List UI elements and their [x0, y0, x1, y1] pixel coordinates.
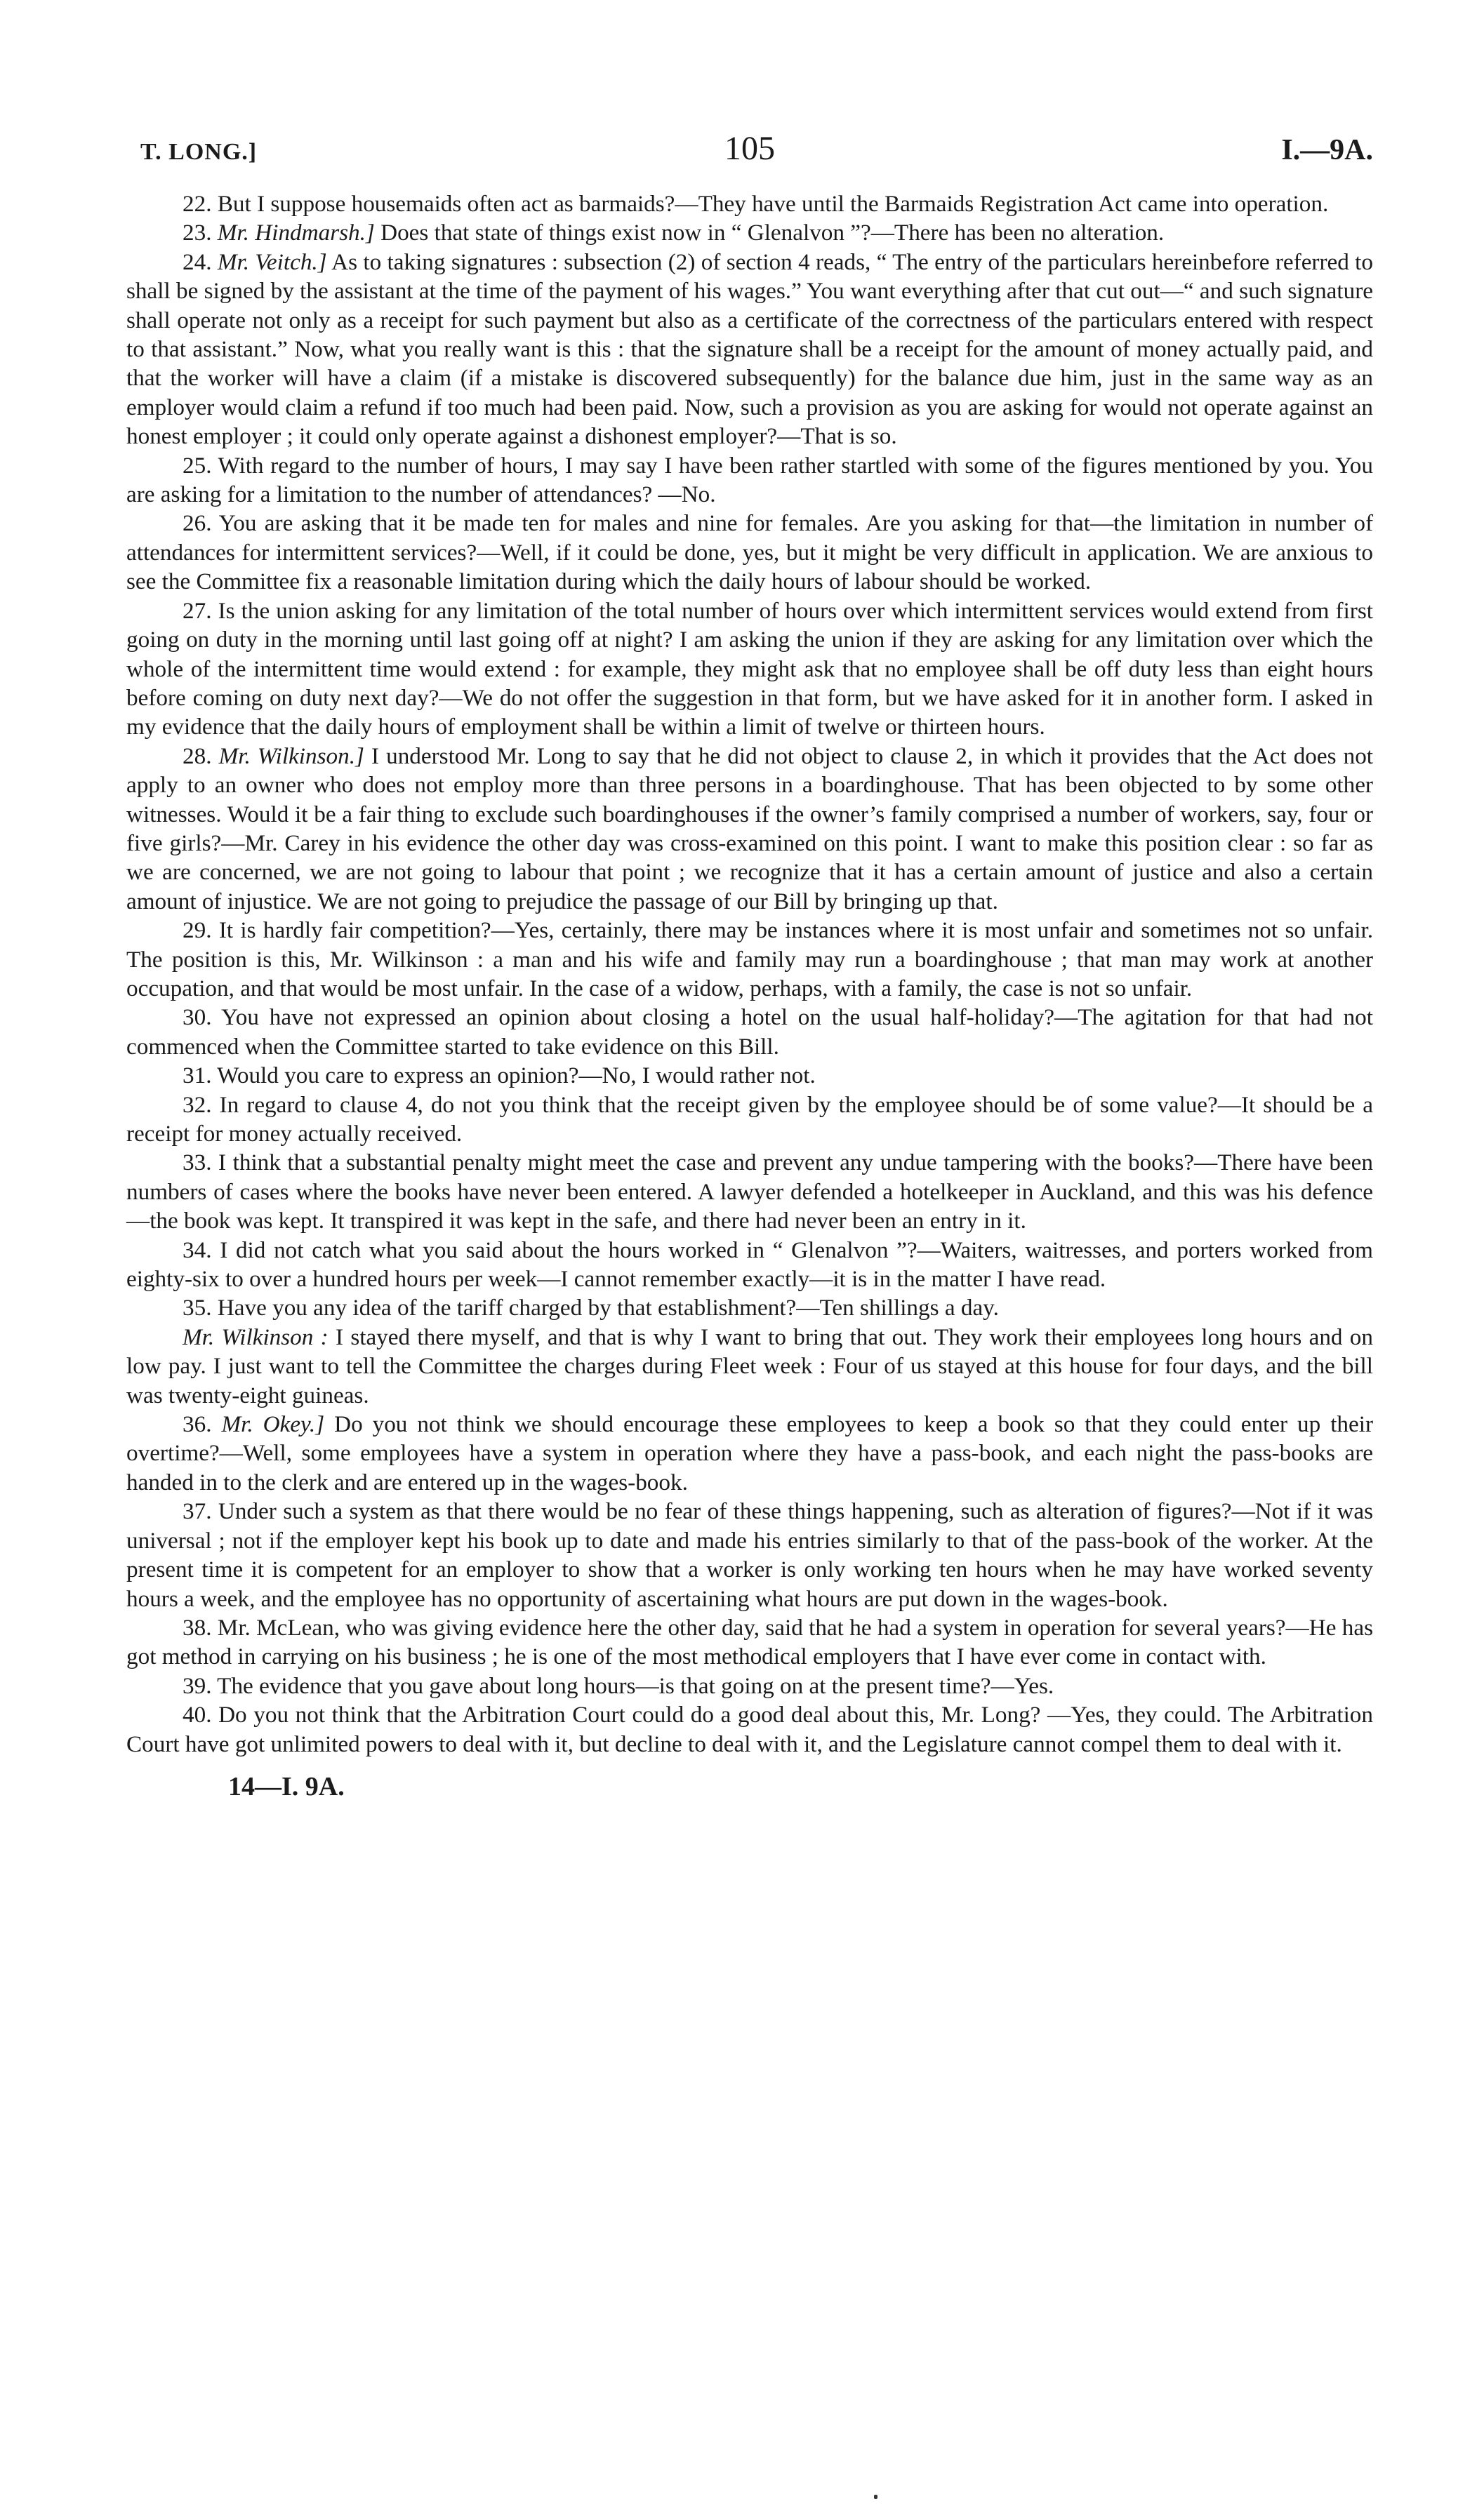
question-paragraph: 31. Would you care to express an opinion?—No, I would rather not.: [183, 1062, 816, 1089]
question-paragraph: 29. It is hardly fair competition?—Yes, certainly, there may be instances where it is most unfair and sometimes not so unfair. The position is this, Mr. Wilkinson : a man and his wife and family may run a boardinghouse ; that man may work at another occupation, and that would be most unfair. In the case of a widow, perhaps, with a family, the case is not so unfair.: [126, 917, 1373, 1001]
page-speck: [874, 2495, 877, 2499]
question-paragraph: 22. But I suppose housemaids often act as barmaids?—They have until the Barmaids Registration Act came into operation.: [183, 191, 1329, 217]
page-number: 105: [724, 130, 775, 167]
page-header: [126, 119, 1373, 175]
question-paragraph: 35. Have you any idea of the tariff charged by that establishment?—Ten shillings a day.: [183, 1295, 999, 1321]
question-paragraph: 38. Mr. McLean, who was giving evidence here the other day, said that he had a system in operation for several years?—He has got method in carrying on his business ; he is one of the most methodical employers that I have ever come in contact with.: [126, 1614, 1373, 1670]
speaker-name: Mr. Veitch.]: [217, 248, 327, 275]
question-paragraph: 39. The evidence that you gave about long hours—is that going on at the present time?—Yes.: [183, 1672, 1054, 1699]
question-paragraph: 30. You have not expressed an opinion about closing a hotel on the usual half-holiday?—The agitation for that had not commenced when the Committee started to take evidence on this Bill.: [126, 1004, 1373, 1060]
question-paragraph: 27. Is the union asking for any limitation of the total number of hours over which intermittent services would extend from first going on duty in the morning until last going off at night? I am asking the union if they are asking for any limitation over which the whole of the intermittent time would extend : for example, they might ask that no employee shall be off duty less than eight hours before coming on duty next day?—We do not offer the suggestion in that form, but we have asked for it in another form. I asked in my evidence that the daily hours of employment shall be within a limit of twelve or thirteen hours.: [126, 597, 1373, 740]
speaker-name: Mr. Wilkinson :: [183, 1324, 329, 1350]
question-paragraph: 37. Under such a system as that there would be no fear of these things happening, such as alteration of figures?—Not if it was universal ; not if the employer kept his book up to date and made his entries similarly to that of the pass-book of the worker. At the present time it is competent for an employer to show that a worker is only working ten hours when he may have worked seventy hours a week, and the employee has no opportunity of ascertaining what hours are put down in the wages-book.: [126, 1498, 1373, 1612]
paper-reference: I.—9A.: [1281, 134, 1373, 166]
evidence-body: [126, 189, 1373, 1759]
question-paragraph: 36. Mr. Okey.] Do you not think we should encourage these employees to keep a book so that they could enter up their overtime?—Well, some employees have a system in operation where they have a pass-book, and each night the pass-books are handed in to the clerk and are entered up in the wages-book.: [126, 1411, 1374, 1495]
question-paragraph: 25. With regard to the number of hours, I may say I have been rather startled with some of the figures mentioned by you. You are asking for a limitation to the number of attendances? —No.: [126, 452, 1373, 508]
question-paragraph: 34. I did not catch what you said about the hours worked in “ Glenalvon ”?—Waiters, waitresses, and porters worked from eighty-six to over a hundred hours per week—I cannot remember exactly—it is in the matter I have read.: [126, 1236, 1373, 1293]
signature-mark: 14—I. 9A.: [228, 1771, 345, 1801]
question-paragraph: 23. Mr. Hindmarsh.] Does that state of things exist now in “ Glenalvon ”?—There has been no alteration.: [183, 220, 1165, 246]
speaker-name: Mr. Okey.]: [221, 1411, 325, 1438]
speaker-name: Mr. Wilkinson.]: [218, 742, 364, 769]
statement-paragraph: Mr. Wilkinson : I stayed there myself, and that is why I want to bring that out. They work their employees long hours and on low pay. I just want to tell the Committee the charges during Fleet week : Four of us stayed at this house for four days, and the bill was twenty-eight guineas.: [126, 1324, 1373, 1408]
document-page: [126, 119, 1373, 1802]
question-paragraph: 28. Mr. Wilkinson.] I understood Mr. Long to say that he did not object to clause 2, in which it provides that the Act does not apply to an owner who does not employ more than three persons in a boardinghouse. That has been objected to by some other witnesses. Would it be a fair thing to exclude such boardinghouses if the owner’s family comprised a number of workers, say, four or five girls?—Mr. Carey in his evidence the other day was cross-examined on this point. I want to make this position clear : so far as we are concerned, we are not going to labour that point ; we recognize that it has a certain amount of justice and also a certain amount of injustice. We are not going to prejudice the passage of our Bill by bringing up that.: [126, 742, 1374, 914]
witness-name: T. LONG.]: [140, 139, 258, 165]
question-paragraph: 40. Do you not think that the Arbitration Court could do a good deal about this, Mr. Long? —Yes, they could. The Arbitration Court have got unlimited powers to deal with it, but decline to deal with it, and the Legislature cannot compel them to deal with it.: [126, 1702, 1373, 1757]
question-paragraph: 24. Mr. Veitch.] As to taking signatures : subsection (2) of section 4 reads, “ The entry of the particulars hereinbefore referred to shall be signed by the assistant at the time of the payment of his wages.” You want everything after that cut out—“ and such signature shall operate not only as a receipt for such payment but also as a certificate of the correctness of the particulars entered with respect to that assistant.” Now, what you really want is this : that the signature shall be a receipt for the amount of money actually paid, and that the worker will have a claim (if a mistake is discovered subsequently) for the balance due him, just in the same way as an employer would claim a refund if too much had been paid. Now, such a provision as you are asking for would not operate against an honest employer ; it could only operate against a dishonest employer?—That is so.: [126, 248, 1373, 450]
speaker-name: Mr. Hindmarsh.]: [217, 220, 375, 246]
question-paragraph: 26. You are asking that it be made ten for males and nine for females. Are you asking for that—the limitation in number of attendances for intermittent services?—Well, if it could be done, yes, but it might be very difficult in application. We are anxious to see the Committee fix a reasonable limitation during which the daily hours of labour should be worked.: [126, 510, 1373, 595]
question-paragraph: 32. In regard to clause 4, do not you think that the receipt given by the employee should be of some value?—It should be a receipt for money actually received.: [126, 1091, 1373, 1147]
question-paragraph: 33. I think that a substantial penalty might meet the case and prevent any undue tampering with the books?—There have been numbers of cases where the books have never been entered. A lawyer defended a hotelkeeper in Auckland, and this was his defence—the book was kept. It transpired it was kept in the safe, and there had never been an entry in it.: [126, 1149, 1373, 1234]
